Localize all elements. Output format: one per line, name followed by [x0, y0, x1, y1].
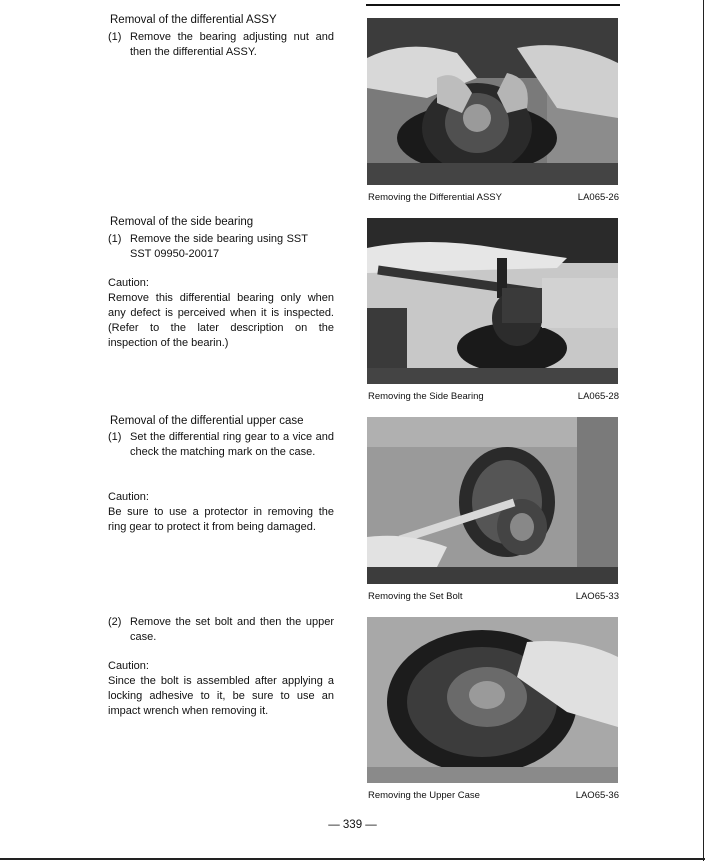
step-text: Remove the set bolt and then the upper case. [130, 616, 334, 643]
step-set-ring-gear [108, 430, 334, 460]
section-heading-upper-case: Removal of the differential upper case [110, 415, 304, 427]
step-text: Set the differential ring gear to a vice and check the matching mark on the case. [130, 431, 334, 458]
caution-text: Be sure to use a protector in removing the ring gear to protect it from being damaged. [108, 506, 334, 533]
caution-text: Since the bolt is assembled after applying a locking adhesive to it, be sure to use an impact wrench when removing it. [108, 675, 334, 717]
step-text: Remove the bearing adjusting nut and then the differential ASSY. [130, 31, 334, 58]
caption-text: Removing the Upper Case [368, 790, 480, 801]
photo-removing-set-bolt [367, 417, 618, 584]
photo-removing-differential-assy [367, 18, 618, 185]
caution-text: Remove this differential bearing only when any defect is perceived when it is inspected. (Refer to the later description on the inspection of the bearin.) [108, 292, 334, 349]
step-remove-set-bolt [108, 615, 334, 645]
figure-code: LAO65-36 [575, 790, 619, 801]
page-number: — 339 — [328, 819, 377, 831]
photo-removing-upper-case [367, 617, 618, 783]
figure-code: LA065-28 [577, 391, 619, 402]
page-frame-right [703, 0, 704, 861]
figure-code: LAO65-33 [575, 591, 619, 602]
step-number: (1) [108, 431, 122, 443]
caption-text: Removing the Side Bearing [368, 391, 484, 402]
step-remove-side-bearing [108, 232, 308, 262]
step-remove-bearing-nut [108, 30, 334, 60]
step-number: (1) [108, 233, 122, 245]
page-frame-bottom [0, 858, 705, 860]
caution-label: Caution: [108, 277, 149, 289]
step-number: (1) [108, 31, 122, 43]
figure-code: LA065-26 [577, 192, 619, 203]
step-number: (2) [108, 616, 122, 628]
photo-removing-side-bearing [367, 218, 618, 384]
caption-text: Removing the Set Bolt [368, 591, 463, 602]
top-rule [366, 4, 620, 6]
step-text: Remove the side bearing using SST SST 09950-20017 [130, 233, 308, 260]
caution-label: Caution: [108, 491, 149, 503]
caption-text: Removing the Differential ASSY [368, 192, 502, 203]
caution-label: Caution: [108, 660, 149, 672]
section-heading-differential-assy: Removal of the differential ASSY [110, 14, 277, 26]
section-heading-side-bearing: Removal of the side bearing [110, 216, 254, 228]
